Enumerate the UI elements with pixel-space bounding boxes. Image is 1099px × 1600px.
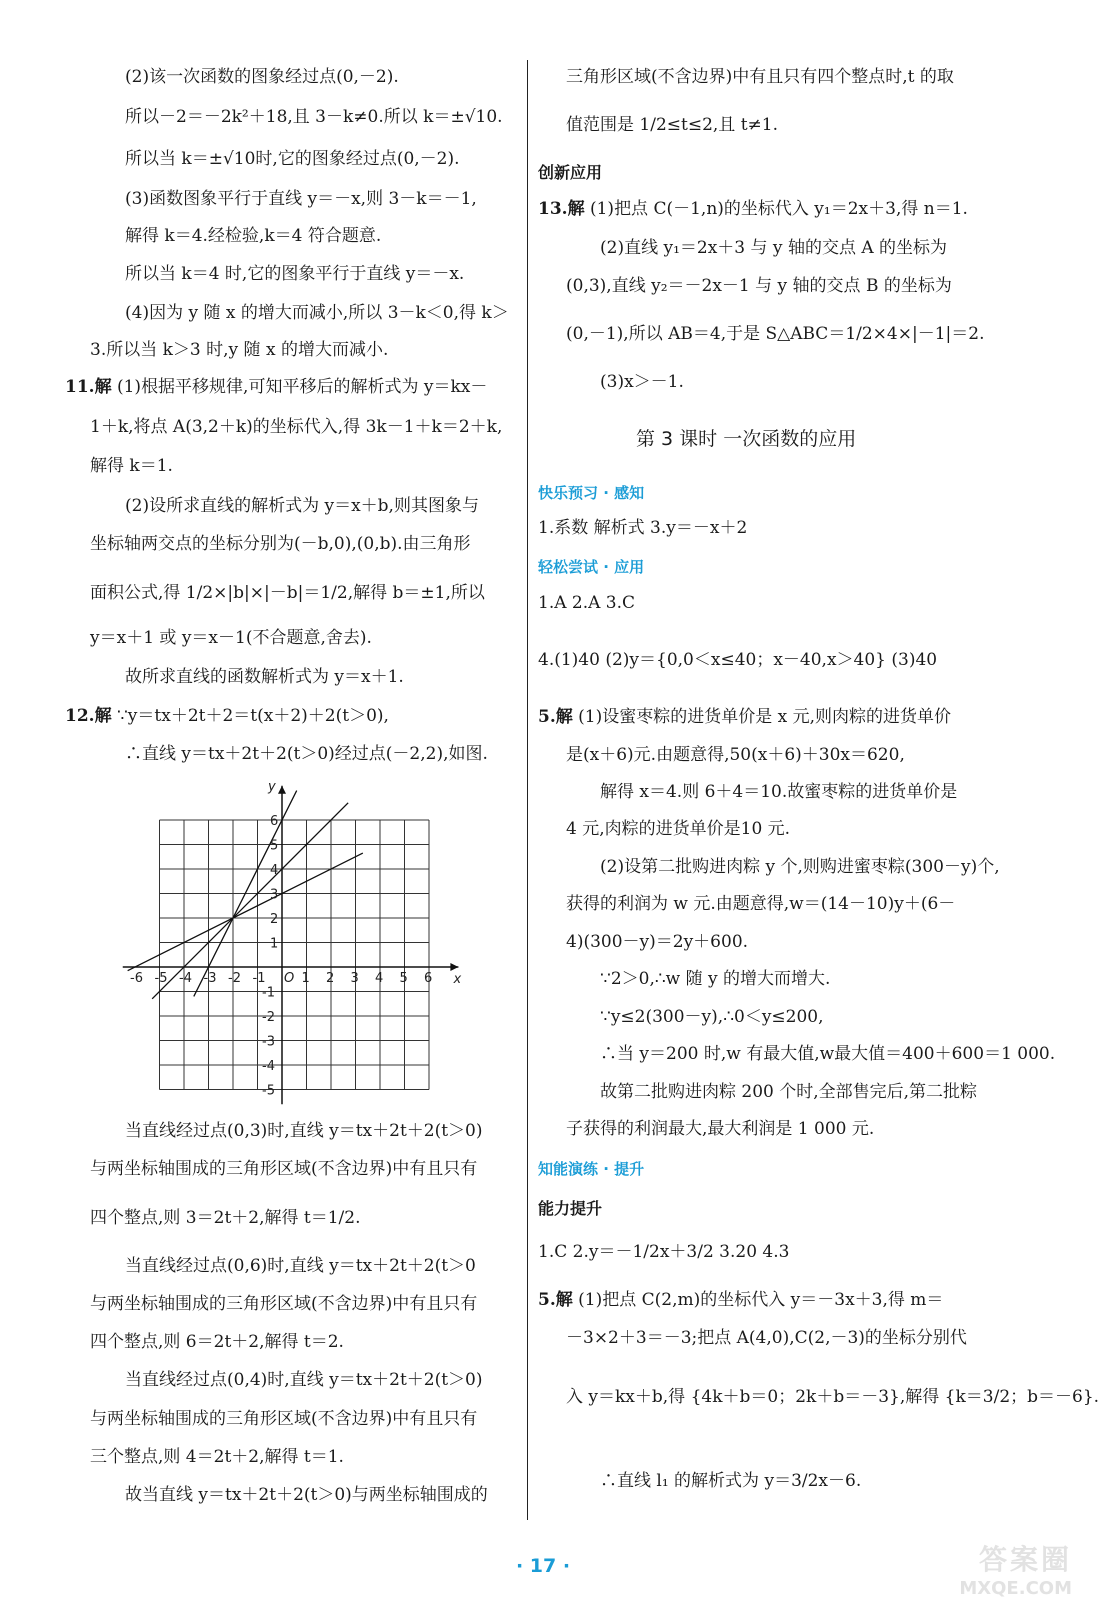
text-line: ∴直线 y＝tx＋2t＋2(t＞0)经过点(－2,2),如图.	[125, 744, 488, 764]
text-line: 4.(1)40 (2)y＝{0,0＜x≤40；x－40,x＞40} (3)40	[538, 650, 938, 670]
y-tick-label: 5	[270, 838, 279, 854]
y-tick-label: -2	[262, 1010, 275, 1025]
section-heading-ability: 能力提升	[538, 1199, 603, 1218]
problem-line	[65, 705, 389, 727]
text-line: 1.C 2.y＝－1/2x＋3/2 3.20 4.3	[538, 1242, 790, 1262]
text: (1)把点 C(－1,n)的坐标代入 y₁＝2x＋3,得 n＝1.	[584, 199, 968, 219]
x-tick-label: 3	[350, 971, 359, 986]
text: ∵y＝tx＋2t＋2＝t(x＋2)＋2(t＞0),	[111, 706, 389, 726]
y-tick-label: 2	[270, 912, 279, 927]
text-line: 与两坐标轴围成的三角形区域(不含边界)中有且只有	[90, 1294, 478, 1314]
y-axis-label: y	[268, 779, 276, 795]
coordinate-graph	[130, 779, 470, 1099]
lesson-title: 第 3 课时 一次函数的应用	[636, 428, 857, 450]
text-line: 四个整点,则 6＝2t＋2,解得 t＝2.	[90, 1332, 344, 1352]
text-line: 与两坐标轴围成的三角形区域(不含边界)中有且只有	[90, 1409, 478, 1429]
origin-label: O	[284, 971, 295, 986]
text-line: (2)设所求直线的解析式为 y＝x＋b,则其图象与	[125, 496, 479, 516]
x-tick-label: -4	[179, 971, 192, 986]
text-line: 所以－2＝－2k²＋18,且 3－k≠0.所以 k＝±√10.	[125, 107, 503, 127]
y-tick-label: 1	[270, 936, 279, 952]
x-tick-label: -5	[154, 971, 168, 986]
text-line: 获得的利润为 w 元.由题意得,w＝(14－10)y＋(6－	[566, 894, 956, 914]
text-line: 子获得的利润最大,最大利润是 1 000 元.	[566, 1119, 875, 1139]
text-line: 解得 k＝1.	[90, 456, 173, 476]
text-line: (0,3),直线 y₂＝－2x－1 与 y 轴的交点 B 的坐标为	[566, 276, 952, 296]
x-tick-label: 1	[301, 971, 310, 986]
text-line: 4)(300－y)＝2y＋600.	[566, 932, 749, 952]
problem-number: 5.解	[538, 707, 573, 727]
text-line: 坐标轴两交点的坐标分别为(－b,0),(0,b).由三角形	[90, 534, 471, 554]
problem-line	[538, 198, 968, 220]
x-tick-label: -6	[130, 971, 143, 986]
text-line: ∴当 y＝200 时,w 有最大值,w最大值＝400＋600＝1 000.	[600, 1044, 1056, 1064]
text-line: 面积公式,得 1/2×|b|×|－b|＝1/2,解得 b＝±1,所以	[90, 583, 485, 603]
text-line: (2)该一次函数的图象经过点(0,－2).	[125, 67, 399, 87]
line-t-1	[152, 803, 348, 999]
x-axis-label: x	[453, 972, 462, 987]
watermark-url: MXQE.COM	[959, 1578, 1072, 1599]
text-line: 所以当 k＝4 时,它的图象平行于直线 y＝－x.	[125, 264, 465, 284]
x-tick-label: 5	[399, 971, 408, 986]
text-line: 入 y＝kx＋b,得 {4k＋b＝0；2k＋b＝－3},解得 {k＝3/2；b＝－6}.	[566, 1387, 1099, 1407]
page-number: · 17 ·	[515, 1555, 571, 1577]
x-tick-label: -1	[252, 971, 266, 986]
text-line: 三个整点,则 4＝2t＋2,解得 t＝1.	[90, 1447, 344, 1467]
problem-number: 13.解	[538, 199, 585, 219]
y-tick-label: -5	[262, 1083, 275, 1099]
watermark-text: 答案圈	[978, 1543, 1072, 1576]
text-line: (4)因为 y 随 x 的增大而减小,所以 3－k＜0,得 k＞	[125, 303, 509, 323]
text-line: ∵2＞0,∴w 随 y 的增大而增大.	[600, 969, 831, 989]
x-tick-label: 2	[326, 971, 335, 986]
text-line: 三角形区域(不含边界)中有且只有四个整点时,t 的取	[566, 67, 954, 87]
text-line: 当直线经过点(0,4)时,直线 y＝tx＋2t＋2(t＞0)	[125, 1370, 483, 1390]
problem-line	[538, 706, 951, 728]
column-divider	[527, 60, 528, 1520]
text-line: 1＋k,将点 A(3,2＋k)的坐标代入,得 3k－1＋k＝2＋k,	[90, 417, 503, 437]
y-tick-label: 4	[270, 863, 279, 878]
text-line: －3×2＋3＝－3;把点 A(4,0),C(2,－3)的坐标分别代	[566, 1328, 967, 1348]
text-line: 当直线经过点(0,6)时,直线 y＝tx＋2t＋2(t＞0	[125, 1256, 476, 1276]
tick-labels	[130, 780, 462, 1099]
section-heading: 创新应用	[538, 163, 603, 182]
text-line: (0,－1),所以 AB＝4,于是 S△ABC＝1/2×4×|－1|＝2.	[566, 324, 985, 344]
text-line: (2)设第二批购进肉粽 y 个,则购进蜜枣粽(300－y)个,	[600, 857, 1000, 877]
line-t-half	[128, 853, 363, 971]
text: (1)设蜜枣粽的进货单价是 x 元,则肉粽的进货单价	[572, 707, 952, 727]
x-tick-label: 4	[375, 971, 384, 986]
section-heading-try: 轻松尝试 · 应用	[538, 558, 645, 576]
x-axis-arrow	[450, 963, 458, 971]
problem-number: 5.解	[538, 1290, 573, 1310]
problem-number: 11.解	[65, 377, 112, 397]
y-tick-label: -1	[262, 985, 275, 1001]
text-line: (3)x＞－1.	[600, 372, 684, 392]
axes	[123, 786, 459, 1104]
y-tick-label: 6	[270, 814, 279, 829]
text-line: (2)直线 y₁＝2x＋3 与 y 轴的交点 A 的坐标为	[600, 238, 948, 258]
section-heading-preview: 快乐预习 · 感知	[538, 484, 645, 502]
text-line: 当直线经过点(0,3)时,直线 y＝tx＋2t＋2(t＞0)	[125, 1121, 483, 1141]
text-line: 故第二批购进肉粽 200 个时,全部售完后,第二批粽	[600, 1082, 978, 1102]
text-line: 故所求直线的函数解析式为 y＝x＋1.	[125, 667, 404, 687]
x-tick-label: -2	[228, 971, 241, 986]
text-line: 3.所以当 k＞3 时,y 随 x 的增大而减小.	[90, 340, 389, 360]
x-tick-label: -3	[203, 971, 217, 986]
y-tick-label: -4	[262, 1059, 275, 1074]
y-axis-arrow	[278, 786, 286, 794]
problem-line	[65, 376, 487, 398]
x-tick-label: 6	[424, 971, 433, 986]
text-line: 值范围是 1/2≤t≤2,且 t≠1.	[566, 115, 779, 135]
grid	[160, 820, 433, 1090]
problem-line	[538, 1289, 943, 1311]
y-tick-label: -3	[262, 1034, 275, 1050]
text-line: ∴直线 l₁ 的解析式为 y＝3/2x－6.	[600, 1471, 862, 1491]
text-line: 四个整点,则 3＝2t＋2,解得 t＝1/2.	[90, 1208, 361, 1228]
text-line: 解得 x＝4.则 6＋4＝10.故蜜枣粽的进货单价是	[600, 782, 958, 802]
text-line: 4 元,肉粽的进货单价是10 元.	[566, 819, 791, 839]
watermark	[912, 1538, 1072, 1599]
text-line: 与两坐标轴围成的三角形区域(不含边界)中有且只有	[90, 1159, 478, 1179]
text-line: 1.系数 解析式 3.y＝－x＋2	[538, 518, 748, 538]
text-line: 解得 k＝4.经检验,k＝4 符合题意.	[125, 226, 382, 246]
text-line: (3)函数图象平行于直线 y＝－x,则 3－k＝－1,	[125, 189, 477, 209]
text: (1)根据平移规律,可知平移后的解析式为 y＝kx－	[111, 377, 488, 397]
text-line: ∵y≤2(300－y),∴0＜y≤200,	[600, 1007, 824, 1027]
text-line: 故当直线 y＝tx＋2t＋2(t＞0)与两坐标轴围成的	[125, 1485, 488, 1505]
text-line: 是(x＋6)元.由题意得,50(x＋6)＋30x＝620,	[566, 745, 905, 765]
text: (1)把点 C(2,m)的坐标代入 y＝－3x＋3,得 m＝	[572, 1290, 944, 1310]
text-line: 所以当 k＝±√10时,它的图象经过点(0,－2).	[125, 149, 460, 169]
section-heading-practice: 知能演练 · 提升	[538, 1160, 645, 1178]
problem-number: 12.解	[65, 706, 112, 726]
y-tick-label: 3	[270, 887, 279, 903]
text-line: 1.A 2.A 3.C	[538, 593, 636, 613]
text-line: y＝x＋1 或 y＝x－1(不合题意,舍去).	[90, 628, 372, 648]
